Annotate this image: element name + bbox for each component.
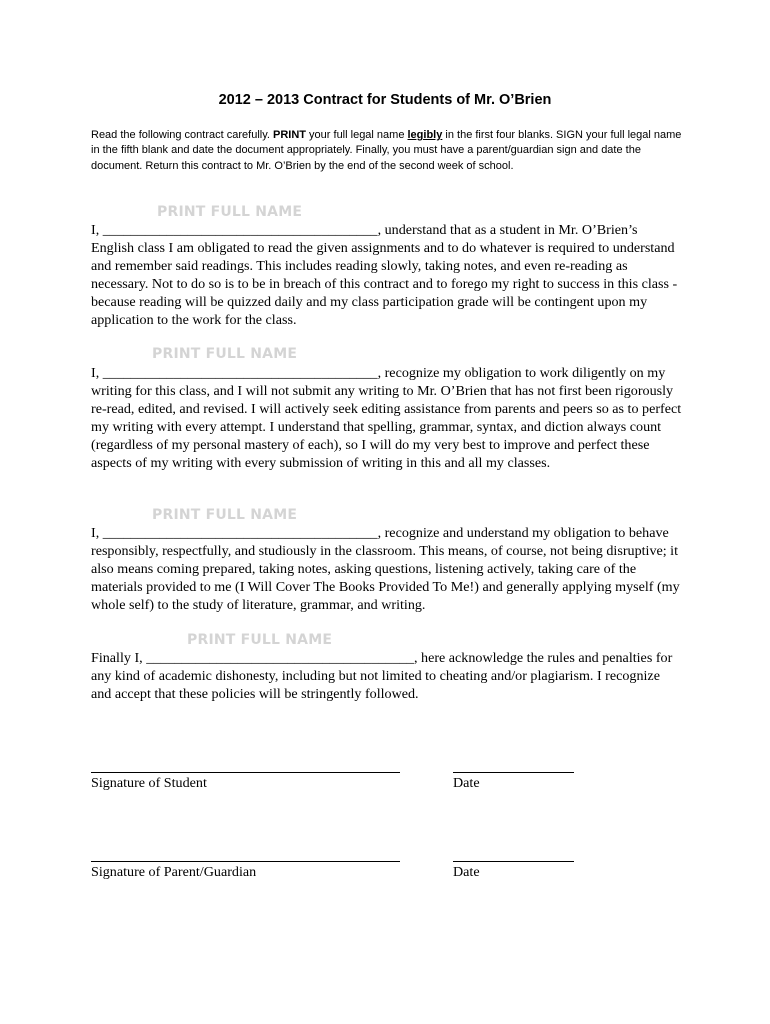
academic-honesty-paragraph: Finally I, ______________________________________, here acknowledge the rules and penalties for any kind of academic dishonesty, including but not limited to cheating and/or plagiarism. I recognize and accept that these policies will be stringently followed. bbox=[91, 650, 673, 702]
parent-signature-label: Signature of Parent/Guardian bbox=[91, 864, 257, 880]
intro-legibly-word: legibly bbox=[407, 129, 443, 141]
student-signature-line[interactable] bbox=[91, 772, 400, 773]
print-full-name-label: PRINT FULL NAME bbox=[187, 632, 333, 648]
parent-date-label: Date bbox=[453, 864, 480, 880]
print-full-name-label: PRINT FULL NAME bbox=[152, 507, 298, 523]
document-title: 2012 – 2013 Contract for Students of Mr. O’Brien bbox=[218, 92, 552, 108]
reading-obligation-paragraph: I, _______________________________________, understand that as a student in Mr. O’Brien’s English class I am obligated to read the given assignments and to do whatever is required to understand and remember said readings. This includes reading slowly, taking notes, and even re-reading as necessary. Not to do so is to be in breach of this contract and to forego my right to success in this class - because reading will be quizzed daily and my class participation grade will be contingent upon my application to the work for the class. bbox=[91, 222, 678, 328]
intro-part-3: in the first four blanks. SIGN your full legal name in the fifth blank and date the document appropriately. Finally, you must have a parent/guardian sign and date the document. Return this contract to Mr. O’Brien by the end of the second week of school. bbox=[91, 129, 682, 172]
student-signature-label: Signature of Student bbox=[91, 775, 207, 791]
intro-part-2: your full legal name bbox=[306, 129, 408, 141]
parent-signature-line[interactable] bbox=[91, 861, 400, 862]
print-full-name-label: PRINT FULL NAME bbox=[152, 346, 298, 362]
writing-obligation-paragraph: I, _______________________________________, recognize my obligation to work diligently on my writing for this class, and I will not submit any writing to Mr. O’Brien that has not first been rigorously re-read, edited, and revised. I will actively seek editing assistance from parents and peers so as to perfect my writing with every attempt. I understand that spelling, grammar, syntax, and diction always count (regardless of my personal mastery of each), so I will do my very best to improve and perfect these aspects of my writing with every submission of writing in this and all my classes. bbox=[91, 365, 682, 471]
behavior-obligation-paragraph: I, _______________________________________, recognize and understand my obligation to behave responsibly, respectfully, and studiously in the classroom. This means, of course, not being disruptive; it also means coming prepared, taking notes, asking questions, listening actively, taking care of the materials provided to me (I Will Cover The Books Provided To Me!) and generally applying myself (my whole self) to the study of literature, grammar, and writing. bbox=[91, 525, 680, 613]
intro-paragraph bbox=[91, 128, 691, 174]
intro-print-word: PRINT bbox=[273, 129, 306, 141]
parent-date-line[interactable] bbox=[453, 861, 574, 862]
student-date-line[interactable] bbox=[453, 772, 574, 773]
intro-part-1: Read the following contract carefully. bbox=[91, 129, 273, 141]
student-date-label: Date bbox=[453, 775, 480, 791]
print-full-name-label: PRINT FULL NAME bbox=[157, 204, 303, 220]
